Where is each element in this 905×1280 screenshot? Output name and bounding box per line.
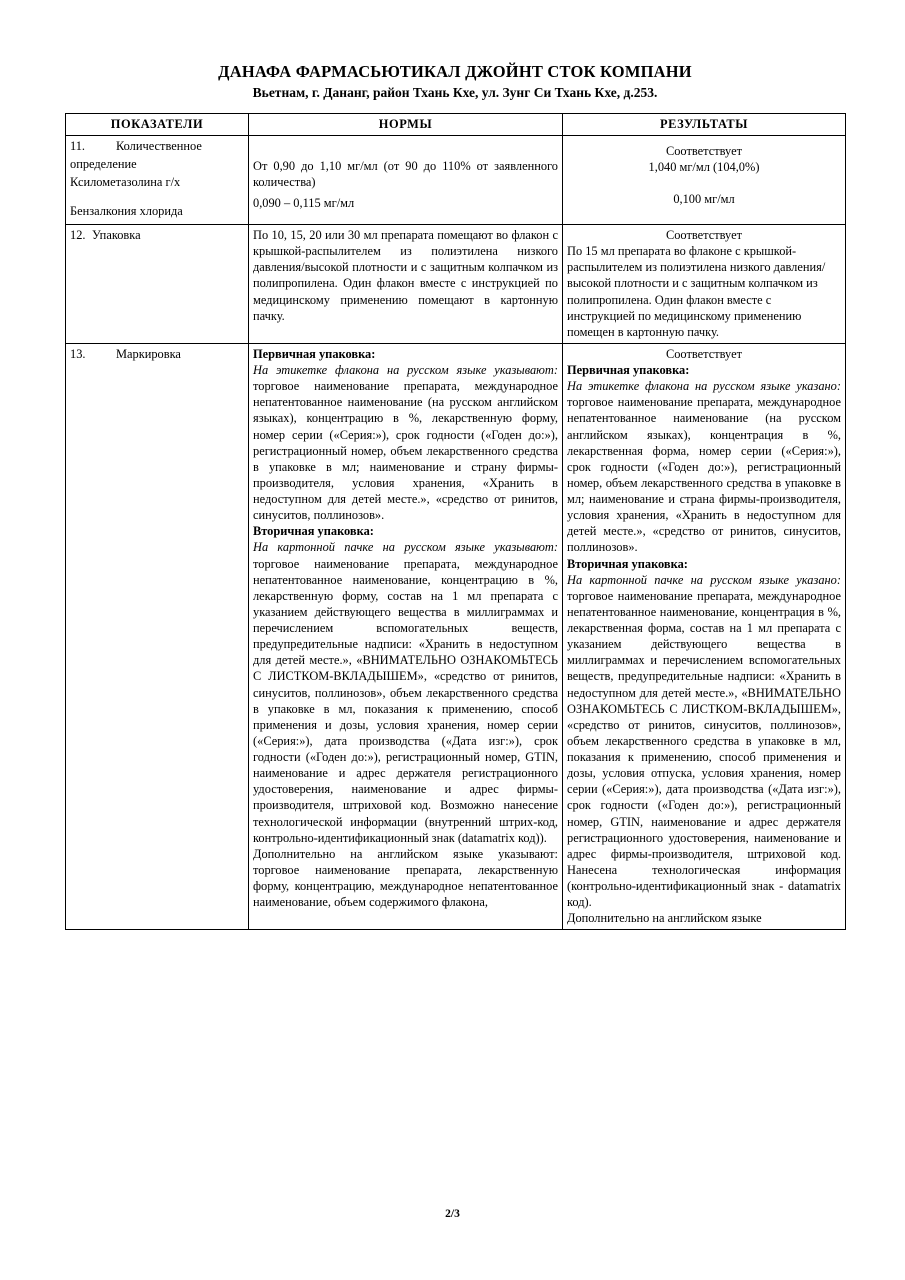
- row-11-indicator-line3: Ксилометазолина г/х: [70, 175, 181, 190]
- column-header-results: РЕЗУЛЬТАТЫ: [563, 114, 846, 136]
- row-11-norm-benzalkonium: 0,090 – 0,115 мг/мл: [253, 196, 355, 211]
- spacer: [253, 138, 558, 158]
- row-11-result-xylometazoline: 1,040 мг/мл (104,0%): [648, 160, 760, 175]
- row-12-norm-text: По 10, 15, 20 или 30 мл препарата помещают во флакон с крышкой-распылителем из полиэтилена низкого давления/высокой плотности и с защитным колпачком из полипропилена. Один флакон вместе с инструкцией по медицинскому применению помещают в картонную пачку.: [253, 228, 558, 323]
- result-secondary-italic-lead: На картонной пачке на русском языке указано:: [567, 572, 841, 587]
- row-12-norm-cell: [249, 225, 563, 344]
- norm-secondary-body: торговое наименование препарата, международное непатентованное наименование, концентрацию в %, лекарственную форму, состав на 1 мл препарата с указанием действующего вещества в миллиграммах и перечислением вспомогательных веществ, предупредительные надписи: «Хранить в недоступном для детей месте.», «ВНИМАТЕЛЬНО ОЗНАКОМЬТЕСЬ С ЛИСТКОМ-ВКЛАДЫШЕМ», «средство от ринитов, синуситов, поллинозов», объем лекарственного средства в упаковке в мл, показания к применению, способ применения и дозы, условия хранения, номер серии («Серия:»), дата производства («Дата изг:»), срок годности («Годен до:»), регистрационный номер, GTIN, наименование и адрес держателя регистрационного удостоверения, наименование и адрес фирмы-производителя, штриховой код. Возможно нанесение технологической информации (внутренний штрих-код, контрольно-идентификационный знак (datamatrix код)).: [253, 556, 558, 845]
- row-11-norm-cell: [249, 136, 563, 225]
- spacer: [567, 175, 841, 186]
- table-row: [66, 225, 846, 344]
- norm-primary-italic-lead: На этикетке флакона на русском языке указывают:: [253, 363, 558, 378]
- row-13-number: 13.: [70, 346, 86, 361]
- result-primary-italic-lead: На этикетке флакона на русском языке указано:: [567, 379, 841, 394]
- norm-secondary-packaging-text: [253, 539, 558, 845]
- row-11-indicator-title: Количественное: [116, 139, 202, 154]
- row-11-indicator-line2: определение: [70, 157, 137, 172]
- row-13-norm-cell: [249, 343, 563, 930]
- row-13-indicator-cell: [66, 343, 249, 930]
- norm-primary-packaging-heading: Первичная упаковка:: [253, 346, 376, 361]
- result-primary-body: торговое наименование препарата, международное непатентованное наименование (на русском английском языках), концентрация в %, лекарственная форма, номер серии («Серия:»), срок годности («Годен до:»), регистрационный номер, объем лекарственного средства в упаковке в мл; наименование и страна фирмы-производителя, условия хранения, «Хранить в недоступном для детей месте.», «средство от ринитов, синуситов, поллинозов».: [567, 395, 841, 555]
- row-12-number: 12.: [70, 228, 86, 243]
- column-header-indicators: ПОКАЗАТЕЛИ: [66, 114, 249, 136]
- row-12-result-conform: Соответствует: [665, 228, 743, 243]
- column-header-norms: НОРМЫ: [249, 114, 563, 136]
- row-11-indicator-line4: Бензалкония хлорида: [70, 204, 183, 219]
- norm-secondary-italic-lead: На картонной пачке на русском языке указывают:: [253, 540, 558, 555]
- result-secondary-packaging-heading: Вторичная упаковка:: [567, 556, 688, 571]
- result-primary-packaging-heading: Первичная упаковка:: [567, 363, 690, 378]
- table-header: [66, 114, 846, 136]
- result-secondary-body: торговое наименование препарата, международное непатентованное наименование, концентрация в %, лекарственная форма, состав на 1 мл препарата с указанием действующего вещества в миллиграммах и перечислением вспомогательных веществ, предупредительные надписи: «Хранить в недоступном для детей месте.», «ВНИМАТЕЛЬНО ОЗНАКОМЬТЕСЬ С ЛИСТКОМ-ВКЛАДЫШЕМ», «средство от ринитов, синуситов, поллинозов», объем лекарственного средства в упаковке в мл, показания к применению, способ применения и дозы, условия отпуска, условия хранения, номер серии («Серия:»), дата производства («Дата изг:»), срок годности («Годен до:»), регистрационный номер, GTIN, наименование и адрес держателя регистрационного удостоверения, наименование и адрес фирмы-производителя, штриховой код. Нанесена технологическая информация (контрольно-идентификационный знак - datamatrix код).: [567, 588, 841, 910]
- row-13-indicator-label: Маркировка: [116, 346, 181, 361]
- row-12-indicator-line: [70, 227, 244, 243]
- row-13-indicator-line: [70, 346, 244, 362]
- row-11-number: 11.: [70, 139, 86, 154]
- row-12-result-text: По 15 мл препарата во флаконе с крышкой-распылителем из полиэтилена низкого давления/высокой плотности и с защитным колпачком из полипропилена. Один флакон вместе с инструкцией по медицинскому применению помещен в картонную пачку.: [567, 244, 826, 339]
- row-11-result-conform: Соответствует: [665, 144, 743, 159]
- norm-secondary-packaging-heading: Вторичная упаковка:: [253, 524, 374, 539]
- row-13-result-conform: Соответствует: [665, 346, 743, 361]
- row-13-result-cell: [563, 343, 846, 930]
- company-name: ДАНАФА ФАРМАСЬЮТИКАЛ ДЖОЙНТ СТОК КОМПАНИ: [218, 62, 692, 81]
- row-11-indicator-line1: [70, 138, 244, 156]
- spacer: [70, 192, 244, 203]
- result-secondary-packaging-text: [567, 572, 841, 911]
- row-11-indicator-cell: [66, 136, 249, 225]
- row-12-indicator-cell: [66, 225, 249, 344]
- row-11-result-benzalkonium: 0,100 мг/мл: [673, 192, 735, 207]
- row-11-norm-xylometazoline: От 0,90 до 1,10 мг/мл (от 90 до 110% от заявленного количества): [253, 159, 558, 190]
- row-12-result-cell: [563, 225, 846, 344]
- result-english-language-text: Дополнительно на английском языке: [567, 911, 762, 926]
- table-header-row: [66, 114, 846, 136]
- norm-primary-packaging-text: [253, 362, 558, 523]
- row-11-result-cell: [563, 136, 846, 225]
- letterhead: [65, 62, 845, 101]
- specification-table: [65, 113, 846, 930]
- norm-english-language-text: Дополнительно на английском языке указывают: торговое наименование препарата, лекарственную форму, концентрацию, международное непатентованное наименование, объем содержимого флакона,: [253, 846, 558, 910]
- company-address: Вьетнам, г. Дананг, район Тхань Кхе, ул. Зунг Си Тхань Кхе, д.253.: [252, 84, 658, 100]
- row-12-indicator-label: Упаковка: [92, 228, 141, 243]
- table-row: [66, 136, 846, 225]
- table-row: [66, 343, 846, 930]
- page-number-footer: 2/3: [445, 1208, 460, 1220]
- result-primary-packaging-text: [567, 378, 841, 555]
- norm-primary-body: торговое наименование препарата, международное непатентованное наименование (на русском английском языках), концентрацию в %, лекарственную форму, номер серии («Серия:»), срок годности («Годен до:»), регистрационный номер, объем лекарственного средства в упаковке в мл; наименование и страну фирмы-производителя, условия хранения, «Хранить в недоступном для детей месте.», «средство от ринитов, синуситов, поллинозов».: [253, 379, 558, 523]
